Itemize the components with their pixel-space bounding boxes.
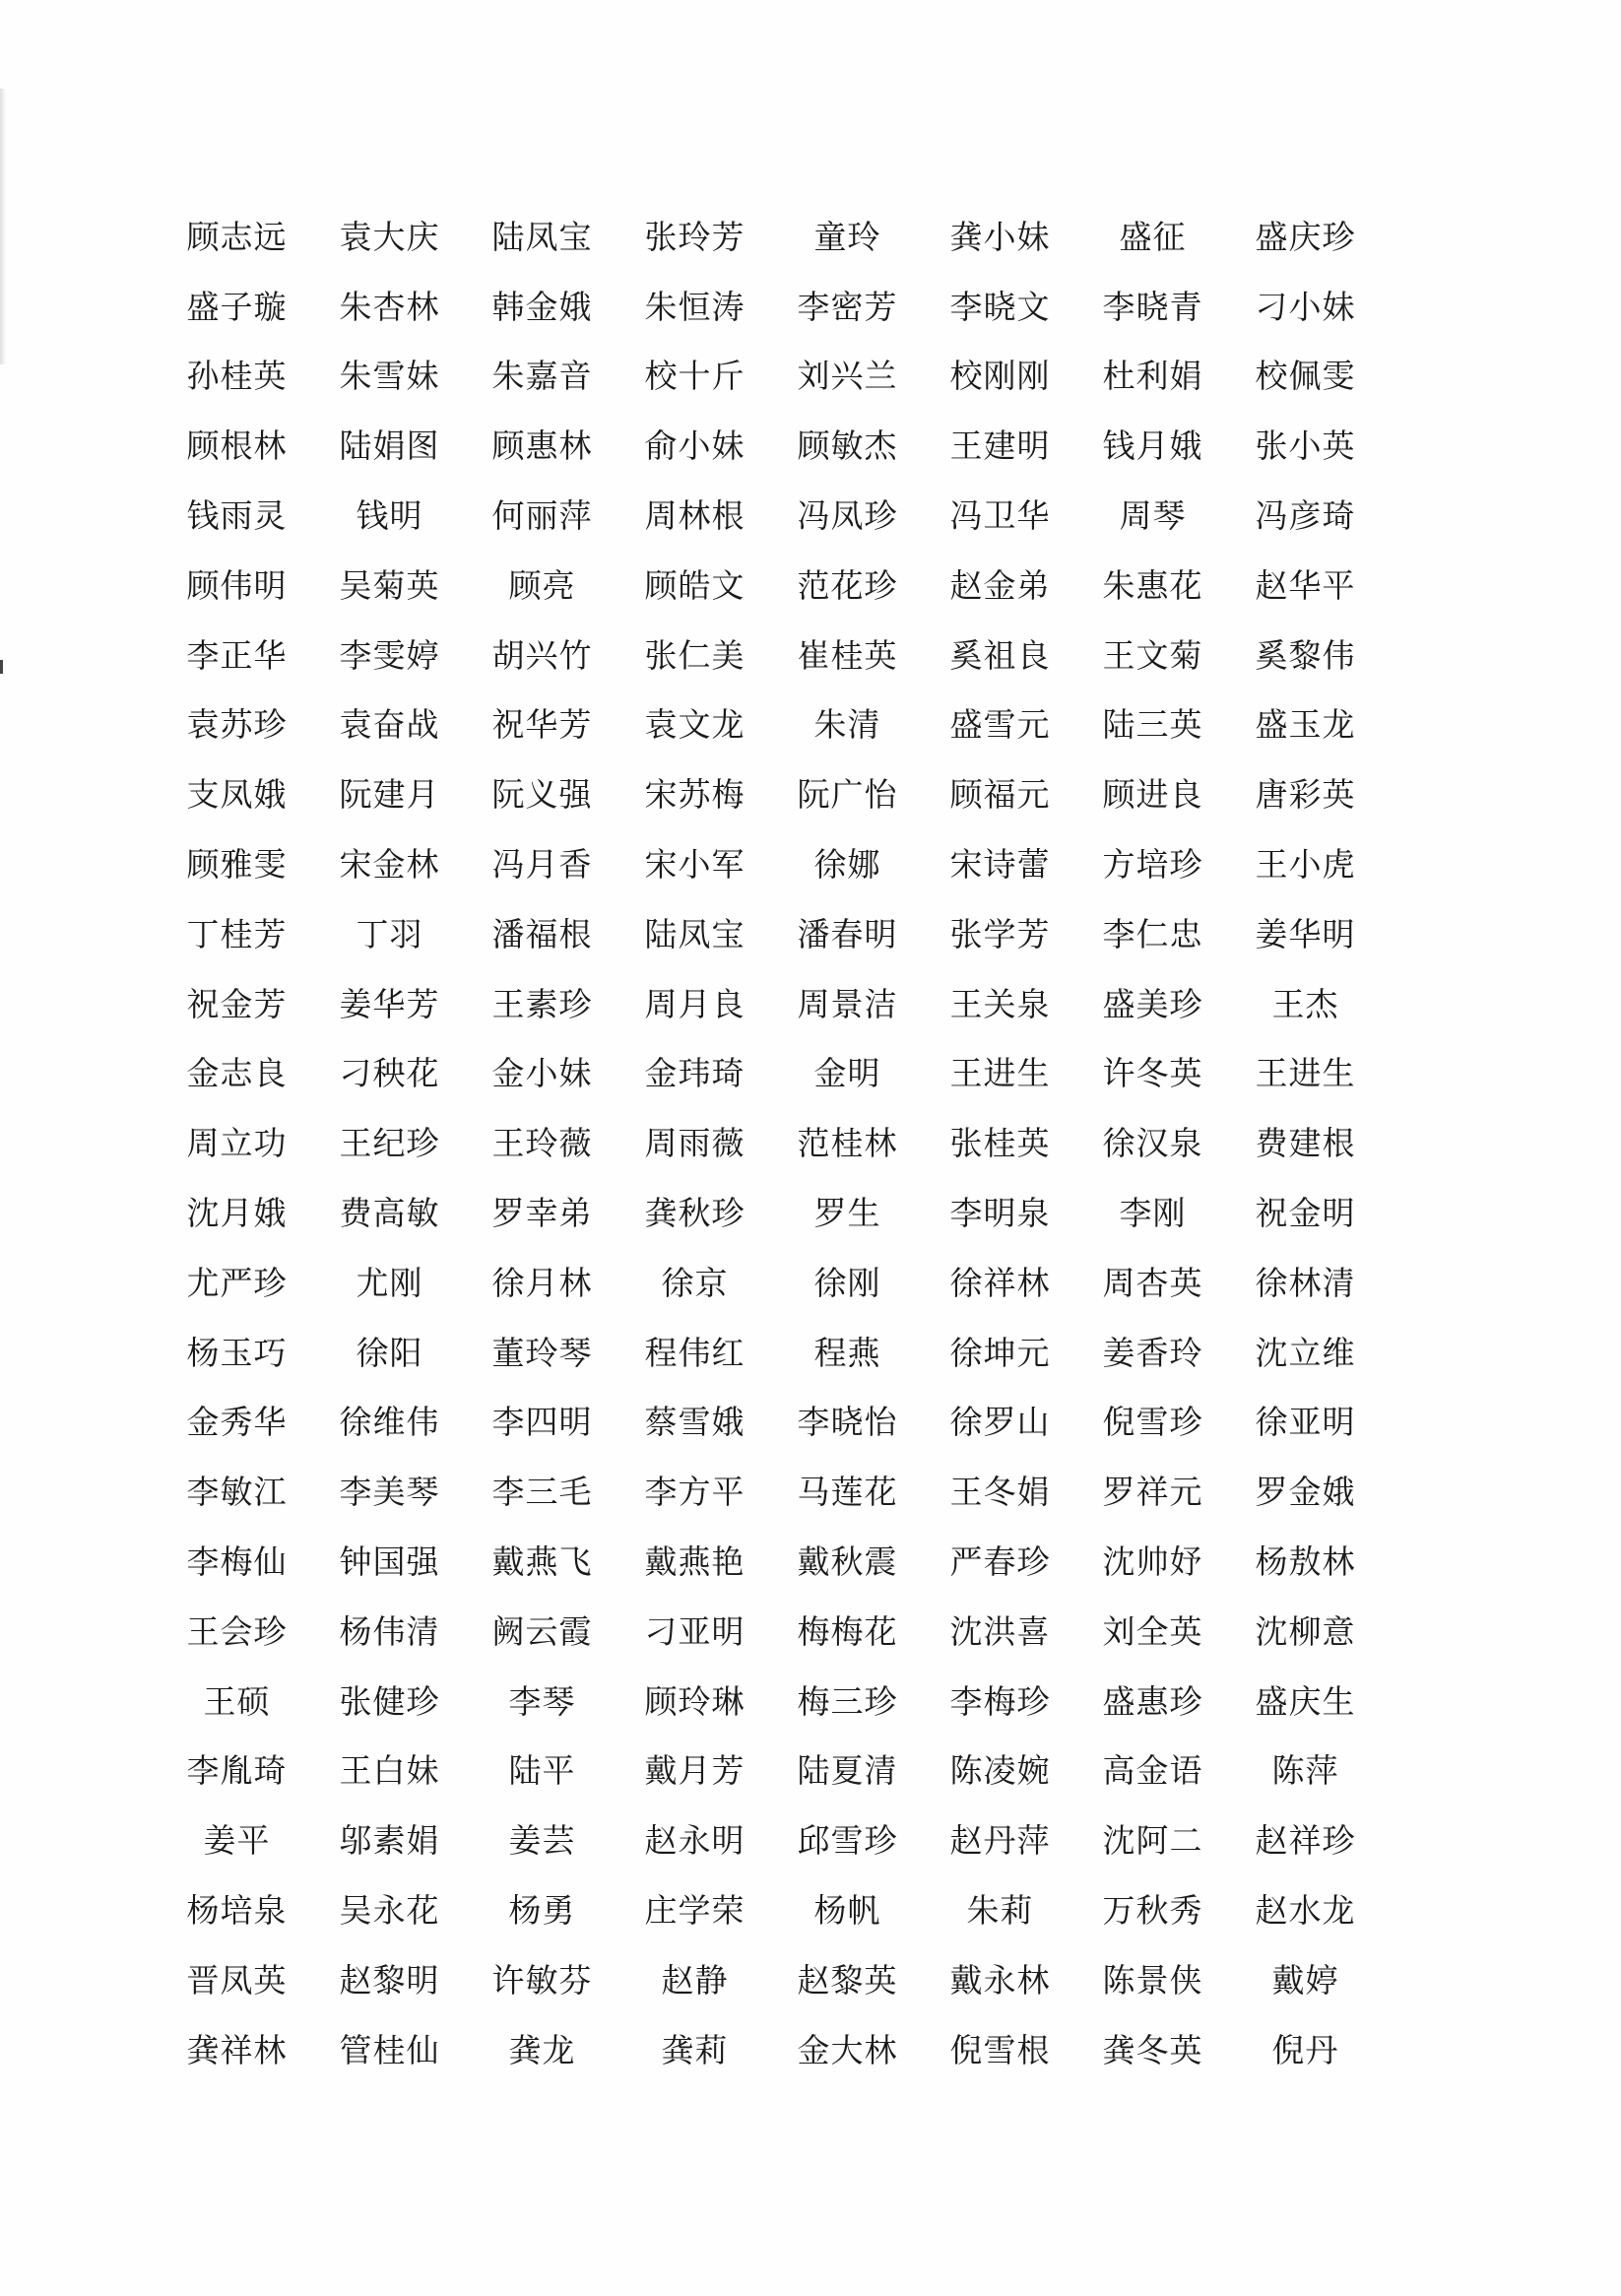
name-cell: 阮广怡 [797,775,898,815]
name-cell: 赵永明 [644,1821,746,1861]
name-cell: 宋苏梅 [644,775,746,815]
name-cell: 杨伟清 [339,1611,440,1651]
name-cell: 杨帆 [813,1891,881,1931]
name-cell: 周立功 [186,1124,288,1163]
name-cell: 朱清 [813,705,881,745]
name-cell: 阮建月 [339,775,440,815]
name-cell: 顾根林 [186,426,288,466]
name-cell: 姜华明 [1255,914,1356,953]
name-cell: 徐娜 [813,845,881,885]
name-cell: 朱莉 [966,1891,1034,1931]
name-cell: 盛庆珍 [1255,217,1356,256]
name-cell: 龚祥林 [186,2030,288,2069]
name-cell: 徐坤元 [949,1333,1051,1372]
name-cell: 徐维伟 [339,1403,440,1442]
name-cell: 戴永林 [949,1960,1051,2000]
name-cell: 龚龙 [508,2030,576,2069]
name-cell: 盛美珍 [1102,984,1203,1023]
name-cell: 李密芳 [797,287,898,326]
name-cell: 祝金芳 [186,984,288,1023]
name-cell: 范花珍 [797,565,898,605]
name-cell: 王冬娟 [949,1473,1051,1512]
name-cell: 程燕 [813,1333,881,1372]
name-cell: 金明 [813,1054,881,1093]
name-cell: 盛庆生 [1255,1681,1356,1721]
name-cell: 倪丹 [1271,2030,1339,2069]
name-cell: 阙云霞 [491,1611,593,1651]
name-cell: 张玲芳 [644,217,746,256]
name-cell: 罗金娥 [1255,1473,1356,1512]
name-cell: 罗幸弟 [491,1194,593,1233]
name-cell: 顾志远 [186,217,288,256]
name-cell: 姜香玲 [1102,1333,1203,1372]
name-cell: 赵水龙 [1255,1891,1356,1931]
name-cell: 沈柳意 [1255,1611,1356,1651]
name-cell: 朱雪妹 [339,357,440,396]
name-cell: 宋诗蕾 [949,845,1051,885]
name-cell: 盛玉龙 [1255,705,1356,745]
name-cell: 王杰 [1271,984,1339,1023]
name-cell: 丁羽 [356,914,423,953]
name-cell: 吴菊英 [339,565,440,605]
name-cell: 宋金林 [339,845,440,885]
name-cell: 沈洪喜 [949,1611,1051,1651]
name-cell: 周雨薇 [644,1124,746,1163]
name-cell: 金秀华 [186,1403,288,1442]
name-cell: 杨敖林 [1255,1542,1356,1582]
name-list-grid [161,200,1382,2083]
scan-edge-mark [0,660,3,674]
name-cell: 钟国强 [339,1542,440,1582]
name-cell: 李梅仙 [186,1542,288,1582]
name-cell: 顾伟明 [186,565,288,605]
name-cell: 梅梅花 [797,1611,898,1651]
name-cell: 戴燕艳 [644,1542,746,1582]
name-cell: 顾敏杰 [797,426,898,466]
name-cell: 唐彩英 [1255,775,1356,815]
name-cell: 陆平 [508,1751,576,1791]
name-cell: 冯凤珍 [797,496,898,536]
name-cell: 沈帅妤 [1102,1542,1203,1582]
name-cell: 钱月娥 [1102,426,1203,466]
name-cell: 徐刚 [813,1263,881,1302]
name-cell: 校佩雯 [1255,357,1356,396]
name-cell: 袁大庆 [339,217,440,256]
name-cell: 罗生 [813,1194,881,1233]
name-cell: 朱杏林 [339,287,440,326]
name-cell: 俞小妹 [644,426,746,466]
name-cell: 刁秧花 [339,1054,440,1093]
name-cell: 胡兴竹 [491,635,593,675]
name-cell: 赵祥珍 [1255,1821,1356,1861]
name-cell: 刁小妹 [1255,287,1356,326]
name-cell: 孙桂英 [186,357,288,396]
name-cell: 钱雨灵 [186,496,288,536]
name-cell: 顾进良 [1102,775,1203,815]
name-cell: 顾雅雯 [186,845,288,885]
name-cell: 顾皓文 [644,565,746,605]
name-cell: 朱嘉音 [491,357,593,396]
name-cell: 陆三英 [1102,705,1203,745]
name-cell: 阮义强 [491,775,593,815]
name-cell: 李四明 [491,1403,593,1442]
name-cell: 周杏英 [1102,1263,1203,1302]
name-cell: 盛雪元 [949,705,1051,745]
name-cell: 董玲琴 [491,1333,593,1372]
name-cell: 金大林 [797,2030,898,2069]
name-cell: 袁苏珍 [186,705,288,745]
name-cell: 陆凤宝 [491,217,593,256]
name-cell: 张桂英 [949,1124,1051,1163]
name-cell: 张小英 [1255,426,1356,466]
name-cell: 周景洁 [797,984,898,1023]
name-cell: 李正华 [186,635,288,675]
name-cell: 王素珍 [491,984,593,1023]
name-cell: 李雯婷 [339,635,440,675]
name-cell: 周月良 [644,984,746,1023]
name-cell: 尤刚 [356,1263,423,1302]
name-cell: 龚秋珍 [644,1194,746,1233]
name-cell: 赵丹萍 [949,1821,1051,1861]
name-cell: 李三毛 [491,1473,593,1512]
name-cell: 丁桂芳 [186,914,288,953]
name-cell: 龚莉 [661,2030,729,2069]
name-cell: 冯月香 [491,845,593,885]
name-cell: 周林根 [644,496,746,536]
name-cell: 杨勇 [508,1891,576,1931]
name-cell: 韩金娥 [491,287,593,326]
name-cell: 许冬英 [1102,1054,1203,1093]
name-cell: 顾亮 [508,565,576,605]
name-cell: 陈凌婉 [949,1751,1051,1791]
name-cell: 杨培泉 [186,1891,288,1931]
name-cell: 李琴 [508,1681,576,1721]
name-cell: 蔡雪娥 [644,1403,746,1442]
name-cell: 龚小妹 [949,217,1051,256]
name-cell: 晋凤英 [186,1960,288,2000]
name-cell: 庄学荣 [644,1891,746,1931]
name-cell: 高金语 [1102,1751,1203,1791]
name-cell: 赵静 [661,1960,729,2000]
name-cell: 徐罗山 [949,1403,1051,1442]
name-cell: 崔桂英 [797,635,898,675]
name-cell: 李方平 [644,1473,746,1512]
name-cell: 李晓文 [949,287,1051,326]
name-cell: 盛惠珍 [1102,1681,1203,1721]
name-cell: 许敏芬 [491,1960,593,2000]
name-cell: 奚祖良 [949,635,1051,675]
name-cell: 费高敏 [339,1194,440,1233]
name-cell: 何丽萍 [491,496,593,536]
name-cell: 徐月林 [491,1263,593,1302]
name-cell: 王建明 [949,426,1051,466]
name-cell: 王纪珍 [339,1124,440,1163]
name-cell: 姜平 [203,1821,271,1861]
name-cell: 沈阿二 [1102,1821,1203,1861]
name-cell: 徐汉泉 [1102,1124,1203,1163]
name-cell: 徐阳 [356,1333,423,1372]
name-cell: 刁亚明 [644,1611,746,1651]
name-cell: 李晓青 [1102,287,1203,326]
name-cell: 祝金明 [1255,1194,1356,1233]
name-cell: 盛征 [1119,217,1187,256]
name-cell: 管桂仙 [339,2030,440,2069]
name-cell: 赵华平 [1255,565,1356,605]
name-cell: 沈立维 [1255,1333,1356,1372]
name-cell: 王会珍 [186,1611,288,1651]
scan-edge-shadow [0,89,6,364]
name-cell: 陈萍 [1271,1751,1339,1791]
name-cell: 杜利娟 [1102,357,1203,396]
name-cell: 冯彦琦 [1255,496,1356,536]
name-cell: 邱雪珍 [797,1821,898,1861]
name-cell: 万秋秀 [1102,1891,1203,1931]
name-cell: 支凤娥 [186,775,288,815]
name-cell: 姜华芳 [339,984,440,1023]
name-cell: 张仁美 [644,635,746,675]
name-cell: 方培珍 [1102,845,1203,885]
name-cell: 姜芸 [508,1821,576,1861]
name-cell: 王白妹 [339,1751,440,1791]
name-cell: 赵黎英 [797,1960,898,2000]
name-cell: 奚黎伟 [1255,635,1356,675]
name-cell: 邬素娟 [339,1821,440,1861]
name-cell: 王玲薇 [491,1124,593,1163]
name-cell: 袁奋战 [339,705,440,745]
name-cell: 王小虎 [1255,845,1356,885]
name-cell: 范桂林 [797,1124,898,1163]
name-cell: 李晓怡 [797,1403,898,1442]
name-cell: 顾玲琳 [644,1681,746,1721]
name-cell: 倪雪根 [949,2030,1051,2069]
name-cell: 李仁忠 [1102,914,1203,953]
name-cell: 周琴 [1119,496,1187,536]
name-cell: 张健珍 [339,1681,440,1721]
name-cell: 金志良 [186,1054,288,1093]
name-cell: 潘春明 [797,914,898,953]
name-cell: 严春珍 [949,1542,1051,1582]
name-cell: 顾惠林 [491,426,593,466]
name-cell: 宋小军 [644,845,746,885]
name-cell: 金小妹 [491,1054,593,1093]
name-cell: 盛子璇 [186,287,288,326]
name-cell: 费建根 [1255,1124,1356,1163]
name-cell: 童玲 [813,217,881,256]
name-cell: 徐亚明 [1255,1403,1356,1442]
name-cell: 袁文龙 [644,705,746,745]
name-cell: 李胤琦 [186,1751,288,1791]
name-cell: 校刚刚 [949,357,1051,396]
name-cell: 赵金弟 [949,565,1051,605]
name-cell: 徐祥林 [949,1263,1051,1302]
name-cell: 李梅珍 [949,1681,1051,1721]
name-cell: 潘福根 [491,914,593,953]
name-cell: 祝华芳 [491,705,593,745]
name-cell: 金玮琦 [644,1054,746,1093]
name-cell: 梅三珍 [797,1681,898,1721]
name-cell: 王关泉 [949,984,1051,1023]
name-cell: 朱惠花 [1102,565,1203,605]
name-cell: 陆凤宝 [644,914,746,953]
name-cell: 钱明 [356,496,423,536]
name-cell: 朱恒涛 [644,287,746,326]
name-cell: 校十斤 [644,357,746,396]
name-cell: 吴永花 [339,1891,440,1931]
name-cell: 李美琴 [339,1473,440,1512]
name-cell: 顾福元 [949,775,1051,815]
name-cell: 程伟红 [644,1333,746,1372]
name-cell: 马莲花 [797,1473,898,1512]
name-cell: 赵黎明 [339,1960,440,2000]
name-cell: 倪雪珍 [1102,1403,1203,1442]
name-cell: 李敏江 [186,1473,288,1512]
name-cell: 徐林清 [1255,1263,1356,1302]
name-cell: 尤严珍 [186,1263,288,1302]
name-cell: 徐京 [661,1263,729,1302]
name-cell: 陆夏清 [797,1751,898,1791]
name-cell: 罗祥元 [1102,1473,1203,1512]
name-cell: 戴燕飞 [491,1542,593,1582]
name-cell: 冯卫华 [949,496,1051,536]
name-cell: 陆娟图 [339,426,440,466]
name-cell: 王进生 [1255,1054,1356,1093]
name-cell: 陈景侠 [1102,1960,1203,2000]
name-cell: 沈月娥 [186,1194,288,1233]
name-cell: 龚冬英 [1102,2030,1203,2069]
name-cell: 李明泉 [949,1194,1051,1233]
name-cell: 杨玉巧 [186,1333,288,1372]
name-cell: 王硕 [203,1681,271,1721]
name-cell: 刘兴兰 [797,357,898,396]
name-cell: 刘全英 [1102,1611,1203,1651]
name-cell: 李刚 [1119,1194,1187,1233]
name-cell: 张学芳 [949,914,1051,953]
name-cell: 王进生 [949,1054,1051,1093]
name-cell: 王文菊 [1102,635,1203,675]
name-cell: 戴月芳 [644,1751,746,1791]
name-cell: 戴秋震 [797,1542,898,1582]
name-cell: 戴婷 [1271,1960,1339,2000]
